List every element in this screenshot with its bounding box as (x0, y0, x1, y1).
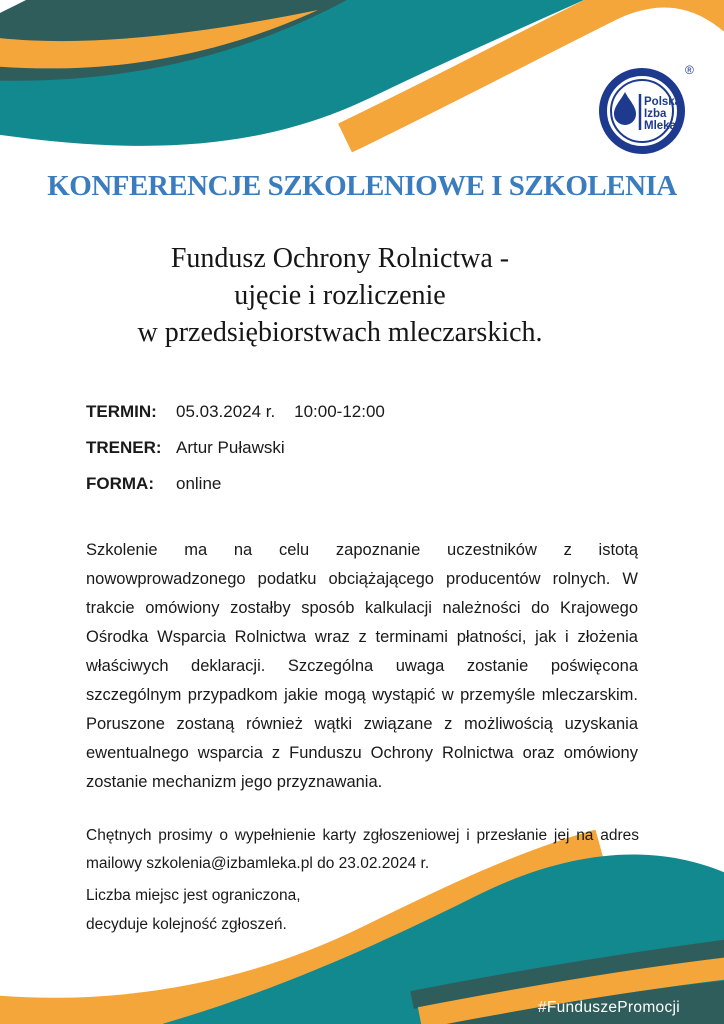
detail-row-termin (86, 402, 646, 422)
detail-label: FORMA: (86, 474, 154, 493)
page-title: KONFERENCJE SZKOLENIOWE I SZKOLENIA (47, 170, 677, 202)
polska-izba-mleka-logo (592, 58, 704, 168)
detail-row-forma (86, 474, 646, 494)
detail-value: Artur Puławski (176, 438, 285, 457)
svg-text:Mleka: Mleka (644, 120, 676, 132)
event-title-line: Fundusz Ochrony Rolnictwa - (170, 243, 510, 274)
event-title-line: w przedsiębiorstwach mleczarskich. (137, 317, 543, 348)
detail-value: online (176, 474, 222, 493)
detail-row-trener (86, 438, 646, 458)
detail-label: TERMIN: (86, 402, 157, 421)
svg-text:Izba: Izba (644, 108, 667, 120)
event-title (40, 240, 640, 351)
signup-note-line: Liczba miejsc jest ograniczona, (86, 887, 301, 904)
milk-drop-logo-icon (592, 58, 704, 168)
signup-note-line: decyduje kolejność zgłoszeń. (86, 915, 287, 933)
svg-text:Polska: Polska (644, 96, 682, 108)
event-details (86, 402, 646, 510)
detail-value: 05.03.2024 r. 10:00-12:00 (176, 402, 385, 421)
event-description: Szkolenie ma na celu zapoznanie uczestników z istotą nowowprowadzonego podatku obciążającego producentów rolnych. W trakcie omówiony zostałby sposób kalkulacji należności do Krajowego Ośrodka Wsparcia Rolnictwa wraz z terminami płatności, jak i złożenia właściwych deklaracji. Szczególna uwaga zostanie poświęcona szczególnym przypadkom jakie mogą wystąpić w przemyśle mleczarskim. Poruszone zostaną również wątki związane z możliwością uzyskania ewentualnego wsparcia z Funduszu Ochrony Rolnictwa oraz omówiony zostanie mechanizm jego przyznawania. (86, 541, 638, 791)
promo-hashtag: #FunduszePromocji (537, 999, 680, 1016)
registered-trademark-symbol: ® (685, 63, 694, 77)
event-title-line: ujęcie i rozliczenie (234, 280, 446, 311)
signup-instructions: Chętnych prosimy o wypełnienie karty zgłoszeniowej i przesłanie jej na adres mailowy szkolenia@izbamleka.pl do 23.02.2024 r. (86, 827, 639, 872)
detail-label: TRENER: (86, 438, 162, 457)
signup-note (86, 882, 486, 939)
